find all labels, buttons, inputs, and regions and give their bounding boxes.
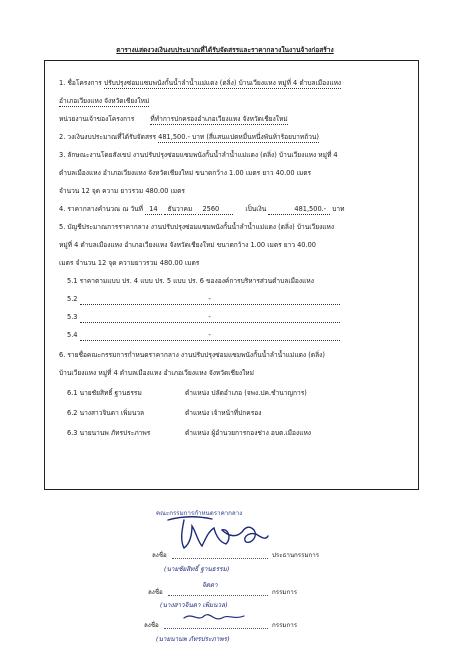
item-5-4-row: [67, 331, 340, 341]
item-3-line-2: ตำบลเมืองแหง อำเภอเวียงแหง จังหวัดเชียงใหม่ ขนาดกว้าง 1.00 เมตร ยาว 40.00 เมตร: [59, 169, 312, 177]
item-3-line-3: จำนวน 12 จุด ความ ยาวรวม 480.00 เมตร: [59, 187, 185, 195]
item-5-line-1: 5. บัญชีประมาณการราคากลาง งานปรับปรุงซ่อมแซมพนังกั้นน้ำลำน้ำแม่แตง (ตลิ่ง) บ้านเวียงแหง: [59, 223, 335, 231]
form-box: [44, 60, 419, 490]
item-1-line: [59, 79, 341, 89]
agency-label: หน่วยงานเจ้าของโครงการ: [59, 115, 135, 123]
member-2-position: ตำแหน่ง เจ้าหน้าที่ปกครอง: [185, 409, 262, 417]
item-6-line-2: บ้านเวียงแหง หมู่ที่ 4 ตำบลเมืองแหง อำเภอเวียงแหง จังหวัดเชียงใหม่: [59, 369, 254, 377]
signature-section: [144, 508, 400, 658]
item-5-3-label: 5.3: [67, 313, 78, 321]
member-1-position: ตำแหน่ง ปลัดอำเภอ (จพง.ปค.ชำนาญการ): [185, 389, 307, 397]
item-5-3-value: -: [80, 313, 340, 323]
item-5-4-label: 5.4: [67, 331, 78, 339]
item-5-3-row: [67, 313, 340, 323]
agency-value: ที่ทำการปกครองอำเภอเวียงแหง จังหวัดเชียงใหม่: [150, 115, 288, 123]
item-5-2-label: 5.2: [67, 295, 78, 303]
agency-line: [59, 115, 288, 125]
role-member-1: กรรมการ: [272, 589, 298, 596]
role-member-2: กรรมการ: [272, 622, 298, 629]
item-4-year: 2560: [198, 205, 233, 215]
item-1-value: ปรับปรุงซ่อมแซมพนังกั้นน้ำลำน้ำแม่แตง (ตลิ่ง) บ้านเวียงแหง หมู่ที่ 4 ตำบลเมืองแหง: [103, 79, 342, 87]
item-4-amount: 481,500.-: [268, 205, 330, 215]
sign-label-2: ลงชื่อ: [148, 589, 163, 596]
item-2-line: [59, 133, 319, 143]
sign-label-3: ลงชื่อ: [144, 622, 159, 629]
item-5-4-value: -: [80, 331, 340, 341]
item-5-2-row: [67, 295, 340, 305]
sign-line-2: [168, 595, 268, 596]
item-5-1: 5.1 ราคาตามแบบ ปร. 4 แบบ ปร. 5 แบบ ปร. 6 ขององค์การบริหารส่วนตำบลเมืองแหง: [67, 277, 314, 285]
item-5-2-value: -: [80, 295, 340, 305]
item-1-line-2: [59, 97, 149, 107]
item-2-label: 2. วงเงินงบประมาณที่ได้รับจัดสรร: [59, 133, 157, 141]
member1-handwritten-mark: จิตดา: [202, 581, 218, 589]
item-4-month: ธันวาคม: [164, 205, 197, 215]
item-4-label: 4. ราคากลางคำนวณ ณ วันที่: [59, 205, 144, 213]
name-3: (นายนานพ ภัทรประภาพร): [156, 635, 230, 643]
item-5-line-3: เมตร จำนวน 12 จุด ความยาวรวม 480.00 เมตร: [59, 259, 200, 267]
item-4-line: [59, 205, 344, 215]
name-1: (นายชัยสิทธิ์ ฐานธรรม): [164, 565, 230, 573]
member-2-name: 6.2 นางสาวจินดา เพิ่มนวล: [67, 409, 145, 417]
sign-label-1: ลงชื่อ: [152, 552, 167, 559]
page-title: ตารางแสดงวงเงินงบประมาณที่ได้รับจัดสรรและราคากลางในงานจ้างก่อสร้าง: [116, 46, 334, 54]
chair-signature-mark: [162, 514, 272, 554]
item-4-day: 14: [145, 205, 161, 215]
member-3-position: ตำแหน่ง ผู้อำนวยการกองช่าง อบต.เมืองแหง: [185, 429, 312, 437]
item-5-line-2: หมู่ที่ 4 ตำบลเมืองแหง อำเภอเวียงแหง จังหวัดเชียงใหม่ ขนาดกว้าง 1.00 เมตร ยาว 40.00: [59, 241, 316, 249]
item-6-line-1: 6. รายชื่อคณะกรรมการกำหนดราคากลาง งานปรับปรุงซ่อมแซมพนังกั้นน้ำลำน้ำแม่แตง (ตลิ่ง): [59, 351, 325, 359]
committee-heading: คณะกรรมการกำหนดราคากลาง: [156, 510, 243, 517]
name-2: (นางสาวจินดา เพิ่มนวล): [160, 601, 228, 609]
role-chair: ประธานกรรมการ: [272, 552, 320, 559]
item-3-line-1: 3. ลักษณะงานโดยสังเขป งานปรับปรุงซ่อมแซมพนังกั้นน้ำลำน้ำแม่แตง (ตลิ่ง) บ้านเวียงแหง หมู่ที่ 4: [59, 151, 338, 159]
member-1-name: 6.1 นายชัยสิทธิ์ ฐานธรรม: [67, 389, 142, 397]
item-4-unit: บาท: [332, 205, 345, 213]
sign-line-1: [172, 558, 268, 559]
item-1-label: 1. ชื่อโครงการ: [59, 79, 102, 87]
sign-line-3: [164, 628, 268, 629]
item-1-value-2: อำเภอเวียงแหง จังหวัดเชียงใหม่: [59, 97, 150, 105]
member-3-name: 6.3 นายนานพ ภัทรประภาพร: [67, 429, 151, 437]
item-4-mid: เป็นเงิน: [245, 205, 267, 213]
member2-signature-mark: [180, 608, 250, 626]
item-2-value: 481,500.- บาท (สี่แสนแปดหมื่นหนึ่งพันห้าร้อยบาทถ้วน): [158, 133, 319, 141]
